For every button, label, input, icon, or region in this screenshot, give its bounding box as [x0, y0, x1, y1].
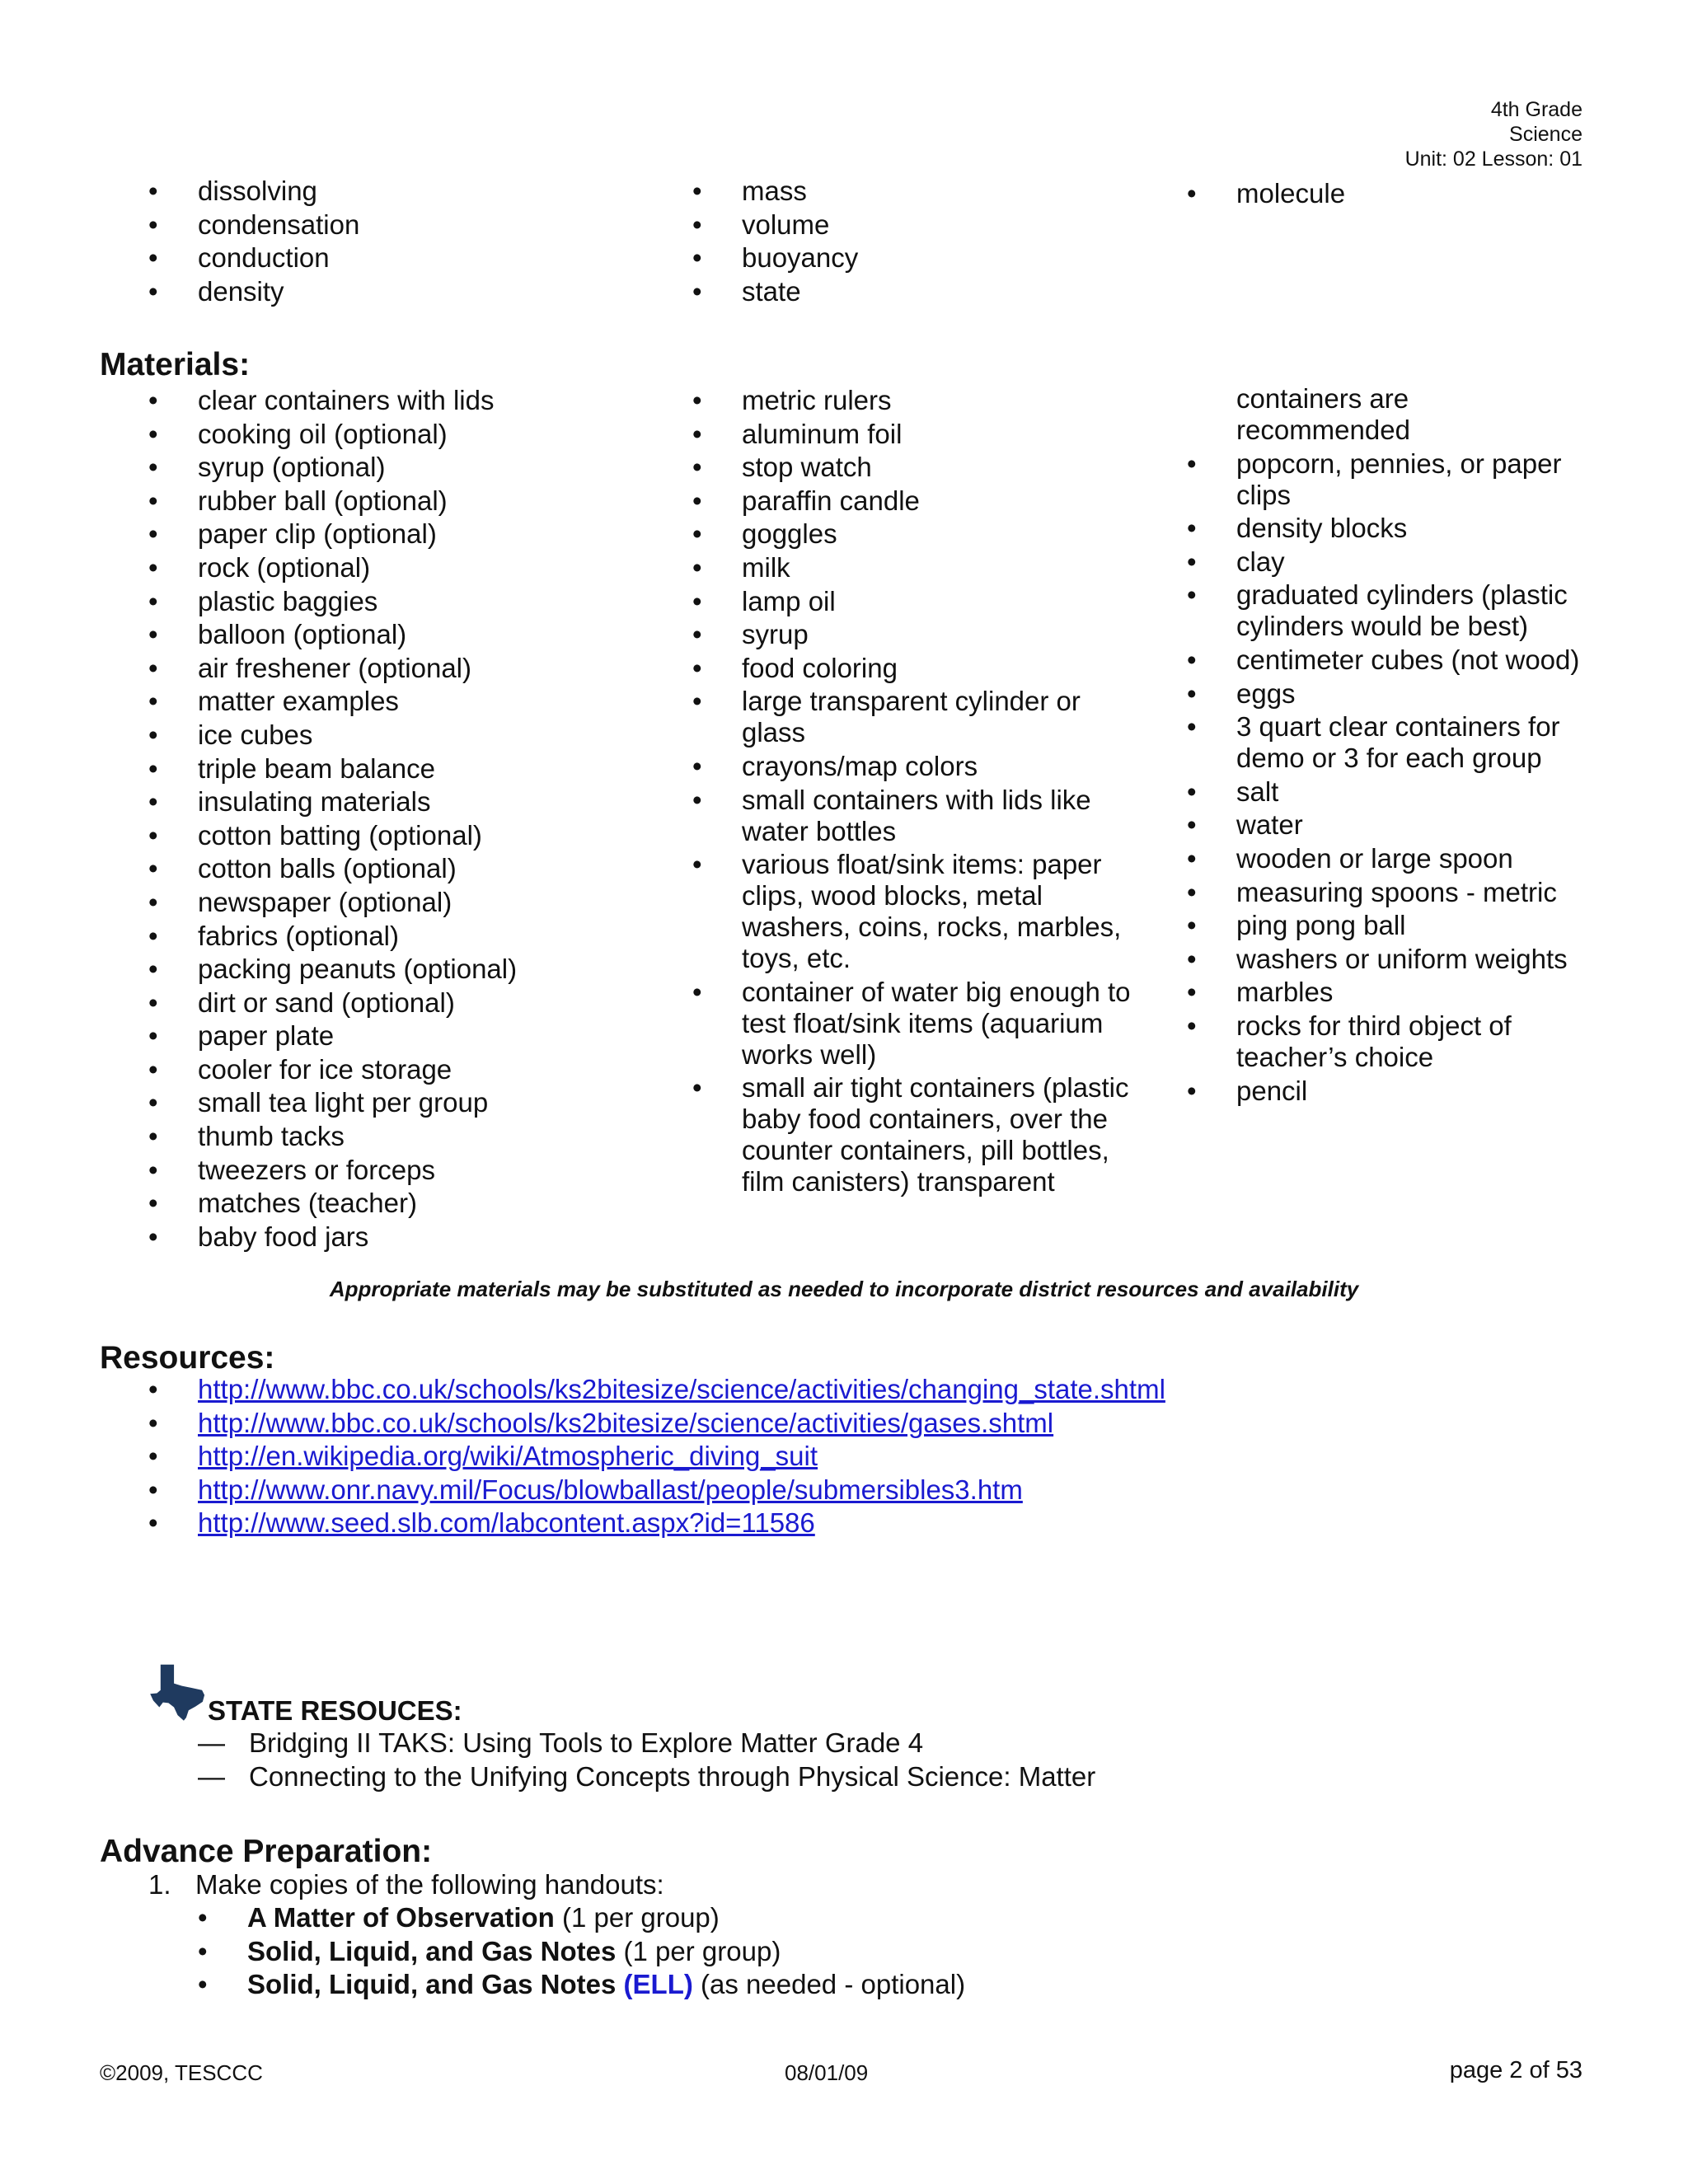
- material-item: • insulating materials: [148, 786, 659, 818]
- material-item: • large transparent cylinder or glass: [692, 686, 1137, 748]
- material-item: • stop watch: [692, 452, 1137, 483]
- footer-copyright: ©2009, TESCCC: [100, 2060, 263, 2085]
- material-item: • matches (teacher): [148, 1188, 659, 1219]
- material-item: • cotton batting (optional): [148, 820, 659, 851]
- resource-link-item: [148, 1474, 1165, 1506]
- prep-step-1: [148, 1869, 664, 1900]
- material-item: • paper clip (optional): [148, 518, 659, 550]
- material-item: • various float/sink items: paper clips, wood blocks, metal washers, coins, rocks, marbles, toys, etc.: [692, 849, 1137, 974]
- material-item: • paper plate: [148, 1020, 659, 1052]
- material-item: • clay: [1187, 546, 1599, 578]
- prep-step-number: 1.: [148, 1869, 171, 1900]
- material-item: • matter examples: [148, 686, 659, 717]
- material-item: • centimeter cubes (not wood): [1187, 644, 1599, 676]
- material-item: • dirt or sand (optional): [148, 987, 659, 1019]
- material-item: • graduated cylinders (plastic cylinders would be best): [1187, 579, 1599, 642]
- header-grade: 4th Grade: [1490, 98, 1582, 121]
- material-item: • air freshener (optional): [148, 653, 659, 684]
- material-item: • goggles: [692, 518, 1137, 550]
- materials-title: Materials:: [100, 347, 251, 382]
- texas-icon: [148, 1661, 209, 1722]
- material-item: • water: [1187, 809, 1599, 841]
- resource-link-item: [148, 1507, 1165, 1539]
- state-resources-title: STATE RESOUCES:: [208, 1695, 462, 1726]
- material-item: • wooden or large spoon: [1187, 843, 1599, 874]
- material-item: • rock (optional): [148, 552, 659, 583]
- resource-link-item: [148, 1374, 1165, 1405]
- footer-date: 08/01/09: [785, 2060, 869, 2085]
- vocab-column-1: [148, 176, 359, 309]
- resource-link[interactable]: http://www.seed.slb.com/labcontent.aspx?id=11586: [198, 1507, 815, 1539]
- material-item: • fabrics (optional): [148, 921, 659, 952]
- material-item: • newspaper (optional): [148, 887, 659, 918]
- vocab-item: • state: [692, 276, 858, 307]
- vocab-column-3: [1187, 178, 1345, 212]
- material-item: • triple beam balance: [148, 753, 659, 785]
- materials-column-1: [148, 385, 659, 1254]
- handout-detail: (1 per group): [616, 1935, 781, 1966]
- handout-name: Solid, Liquid, and Gas Notes: [247, 1969, 617, 2000]
- material-item: • milk: [692, 552, 1137, 583]
- material-item: • pencil: [1187, 1076, 1599, 1107]
- resource-link[interactable]: http://en.wikipedia.org/wiki/Atmospheric_diving_suit: [198, 1441, 818, 1472]
- state-resource-item: — Bridging II TAKS: Using Tools to Explore Matter Grade 4: [198, 1727, 1095, 1759]
- state-resources-list: [198, 1727, 1095, 1794]
- material-item: • balloon (optional): [148, 619, 659, 650]
- vocab-item: • dissolving: [148, 176, 359, 207]
- handout-item: [198, 1969, 965, 2000]
- texas-shape: [150, 1665, 204, 1721]
- material-item: • cotton balls (optional): [148, 853, 659, 884]
- material-item: • clear containers with lids: [148, 385, 659, 416]
- header-subject: Science: [1509, 123, 1582, 146]
- vocab-item: • volume: [692, 209, 858, 241]
- vocab-item: • mass: [692, 176, 858, 207]
- vocab-item: • conduction: [148, 242, 359, 274]
- header-unit-lesson: Unit: 02 Lesson: 01: [1404, 148, 1582, 171]
- material-item: • lamp oil: [692, 586, 1137, 617]
- material-item: • rubber ball (optional): [148, 485, 659, 517]
- handout-item: [198, 1936, 965, 1967]
- material-item: • small containers with lids like water bottles: [692, 785, 1137, 847]
- material-item: • marbles: [1187, 977, 1599, 1008]
- material-item: • tweezers or forceps: [148, 1155, 659, 1186]
- material-item: • syrup (optional): [148, 452, 659, 483]
- material-item: • small air tight containers (plastic baby food containers, over the counter containers, pill bottles, film canisters) transparent: [692, 1072, 1137, 1197]
- material-item: • food coloring: [692, 653, 1137, 684]
- material-item: • eggs: [1187, 678, 1599, 710]
- material-item: • cooking oil (optional): [148, 419, 659, 450]
- material-item: • popcorn, pennies, or paper clips: [1187, 448, 1599, 511]
- material-item: • aluminum foil: [692, 419, 1137, 450]
- material-item: • syrup: [692, 619, 1137, 650]
- resource-link[interactable]: http://www.bbc.co.uk/schools/ks2bitesize/science/activities/gases.shtml: [198, 1407, 1054, 1438]
- material-item: • packing peanuts (optional): [148, 954, 659, 985]
- materials-column-3: [1187, 383, 1599, 1108]
- material-item: • ping pong ball: [1187, 910, 1599, 941]
- materials-note: Appropriate materials may be substituted as needed to incorporate district resources and availability: [329, 1277, 1359, 1301]
- material-item: • measuring spoons - metric: [1187, 877, 1599, 908]
- handout-name: Solid, Liquid, and Gas Notes: [247, 1935, 617, 1966]
- material-item: • ice cubes: [148, 719, 659, 751]
- material-item: • crayons/map colors: [692, 751, 1137, 782]
- material-item: • plastic baggies: [148, 586, 659, 617]
- resource-link-item: [148, 1408, 1165, 1439]
- material-item: • rocks for third object of teacher’s choice: [1187, 1010, 1599, 1073]
- handout-detail: (as needed - optional): [692, 1969, 966, 2000]
- material-item: • small tea light per group: [148, 1087, 659, 1118]
- resource-link[interactable]: http://www.onr.navy.mil/Focus/blowballast/people/submersibles3.htm: [198, 1474, 1023, 1505]
- material-item: • washers or uniform weights: [1187, 944, 1599, 975]
- materials-column-3-list: [1187, 448, 1599, 1107]
- material-item: • container of water big enough to test float/sink items (aquarium works well): [692, 977, 1137, 1071]
- material-item: • metric rulers: [692, 385, 1137, 416]
- advance-prep-title: Advance Preparation:: [100, 1834, 433, 1869]
- vocab-item: • density: [148, 276, 359, 307]
- material-item: • baby food jars: [148, 1221, 659, 1253]
- material-item: • thumb tacks: [148, 1121, 659, 1152]
- material-item: • 3 quart clear containers for demo or 3 for each group: [1187, 711, 1599, 774]
- material-item: • cooler for ice storage: [148, 1054, 659, 1085]
- handout-tag: (ELL): [616, 1969, 693, 2000]
- vocab-column-2: [692, 176, 858, 309]
- resource-link[interactable]: http://www.bbc.co.uk/schools/ks2bitesize/science/activities/changing_state.shtml: [198, 1374, 1165, 1404]
- material-item: • salt: [1187, 776, 1599, 808]
- material-item: • paraffin candle: [692, 485, 1137, 517]
- vocab-item: • molecule: [1187, 178, 1345, 209]
- resources-title: Resources:: [100, 1340, 275, 1376]
- state-resource-item: — Connecting to the Unifying Concepts through Physical Science: Matter: [198, 1761, 1095, 1793]
- materials-column-2: [692, 385, 1137, 1200]
- resource-links: [148, 1374, 1165, 1541]
- handout-name: A Matter of Observation: [247, 1902, 555, 1933]
- footer-page: page 2 of 53: [1449, 2057, 1582, 2083]
- vocab-item: • condensation: [148, 209, 359, 241]
- vocab-item: • buoyancy: [692, 242, 858, 274]
- material-item: • density blocks: [1187, 513, 1599, 544]
- prep-step-text: Make copies of the following handouts:: [195, 1869, 664, 1900]
- handout-item: [198, 1902, 965, 1933]
- handout-list: [198, 1902, 965, 2003]
- materials-continuation: containers are recommended: [1236, 383, 1410, 445]
- resource-link-item: [148, 1441, 1165, 1472]
- handout-detail: (1 per group): [554, 1902, 720, 1933]
- page-header: [1405, 97, 1582, 171]
